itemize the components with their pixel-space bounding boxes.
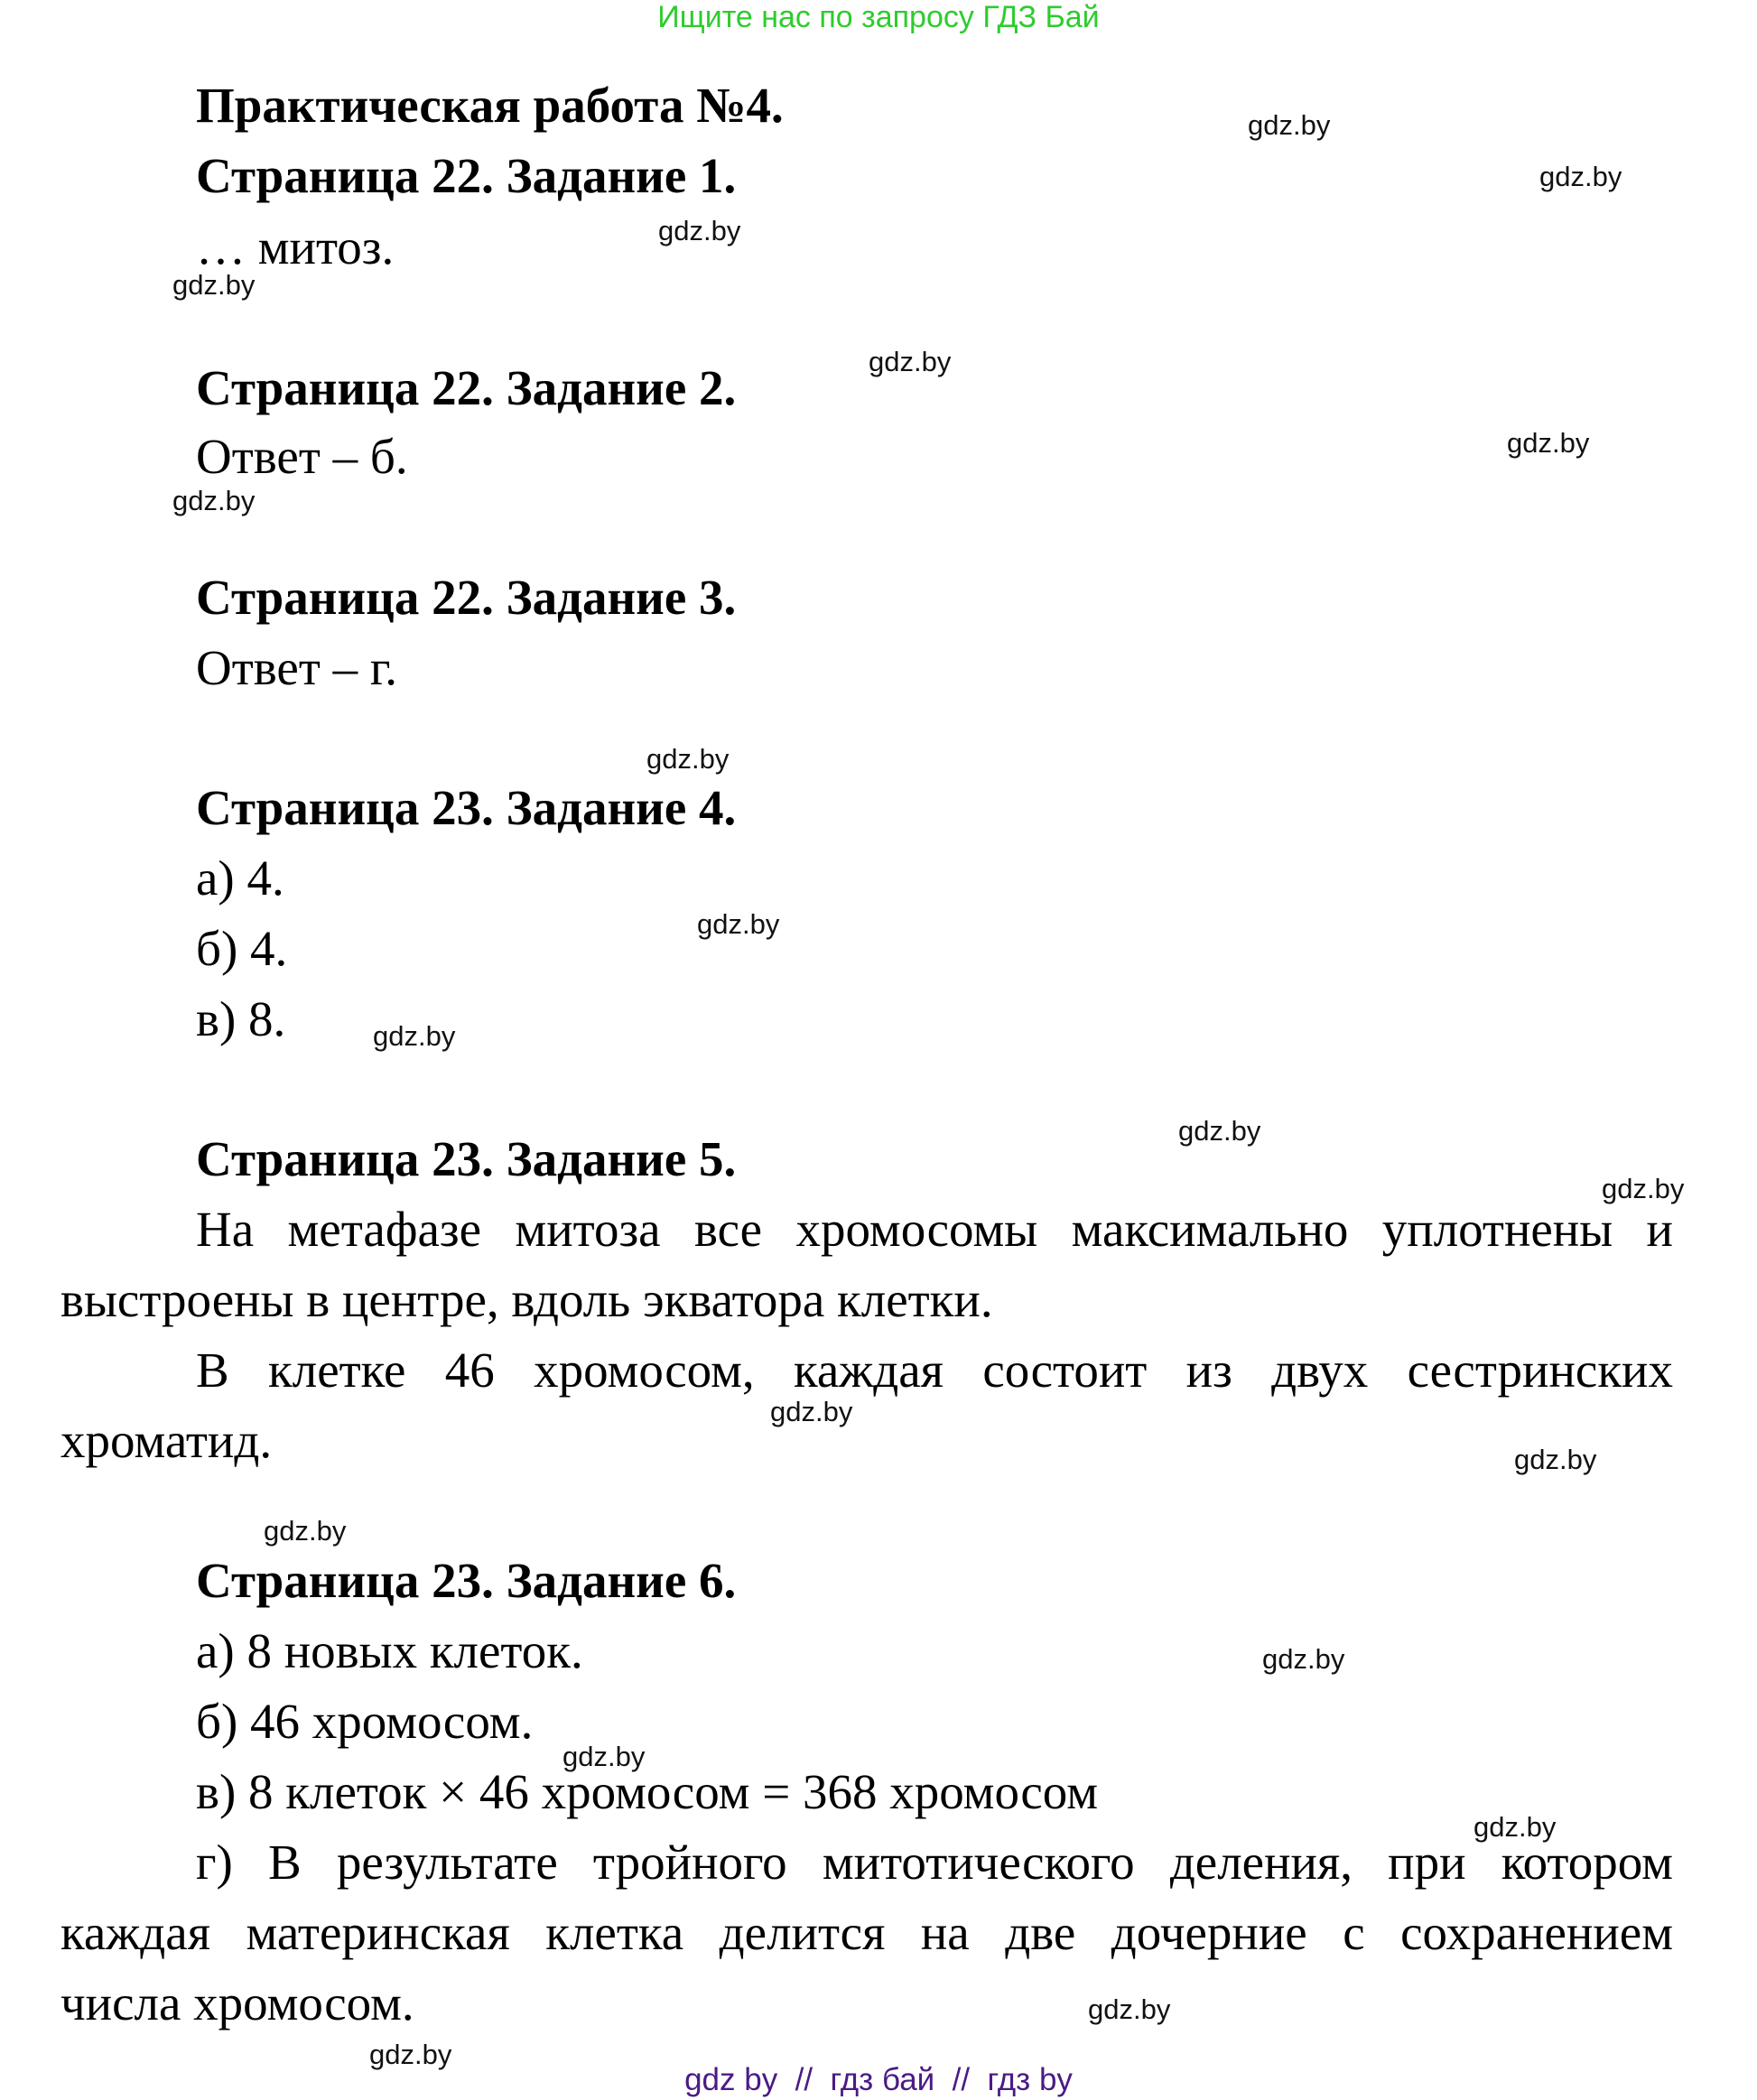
watermark: gdz.by: [264, 1515, 347, 1547]
watermark: gdz.by: [1178, 1115, 1261, 1147]
watermark: gdz.by: [1514, 1444, 1597, 1475]
task-4-answer-a: а) 4.: [196, 850, 284, 906]
task-5-line: В клетке 46 хромосом, каждая состоит из двух сестринских: [196, 1343, 1673, 1398]
task-6-answer-b: б) 46 хромосом.: [196, 1694, 534, 1749]
task-5-line: хроматид.: [60, 1413, 273, 1468]
task-6-answer-d: числа хромосом.: [60, 1975, 414, 2030]
task-6-answer-d: г) В результате тройного митотического деления, при котором: [196, 1835, 1673, 1890]
watermark: gdz.by: [646, 743, 730, 775]
watermark: gdz.by: [373, 1020, 456, 1052]
watermark: gdz.by: [1507, 427, 1590, 459]
task-3-answer: Ответ – г.: [196, 640, 397, 695]
watermark: gdz.by: [172, 485, 256, 516]
watermark: gdz.by: [562, 1741, 646, 1772]
watermark: gdz.by: [369, 2039, 452, 2070]
task-4-answer-b: б) 4.: [196, 921, 288, 976]
task-5-heading: Страница 23. Задание 5.: [196, 1131, 737, 1186]
watermark: gdz.by: [1473, 1811, 1557, 1843]
task-2-answer: Ответ – б.: [196, 429, 408, 484]
watermark: gdz.by: [172, 269, 256, 301]
task-5-line: На метафазе митоза все хромосомы максимально уплотнены и: [196, 1202, 1673, 1257]
task-1-heading: Страница 22. Задание 1.: [196, 148, 737, 203]
watermark: gdz.by: [1602, 1173, 1685, 1204]
task-1-answer: … митоз.: [196, 219, 395, 274]
task-6-answer-d: каждая материнская клетка делится на две дочерние с сохранением: [60, 1905, 1673, 1960]
task-2-heading: Страница 22. Задание 2.: [196, 360, 737, 415]
watermark: gdz.by: [869, 346, 952, 377]
task-5-line: выстроены в центре, вдоль экватора клетки.: [60, 1272, 993, 1327]
watermark: gdz.by: [1088, 1993, 1171, 2025]
page-title: Практическая работа №4.: [196, 78, 784, 133]
watermark: gdz.by: [770, 1396, 853, 1427]
task-6-answer-a: а) 8 новых клеток.: [196, 1623, 583, 1678]
task-6-answer-c: в) 8 клеток × 46 хромосом = 368 хромосом: [196, 1764, 1099, 1819]
task-6-heading: Страница 23. Задание 6.: [196, 1553, 737, 1608]
footer-links: gdz by // гдз бай // гдз by: [684, 2062, 1073, 2097]
task-4-heading: Страница 23. Задание 4.: [196, 780, 737, 835]
watermark: gdz.by: [1262, 1643, 1345, 1675]
task-4-answer-c: в) 8.: [196, 991, 286, 1046]
search-banner: Ищите нас по запросу ГДЗ Бай: [657, 0, 1100, 34]
watermark: gdz.by: [1539, 161, 1622, 192]
task-3-heading: Страница 22. Задание 3.: [196, 570, 737, 625]
watermark: gdz.by: [658, 215, 741, 246]
watermark: gdz.by: [697, 908, 780, 940]
watermark: gdz.by: [1248, 109, 1331, 141]
